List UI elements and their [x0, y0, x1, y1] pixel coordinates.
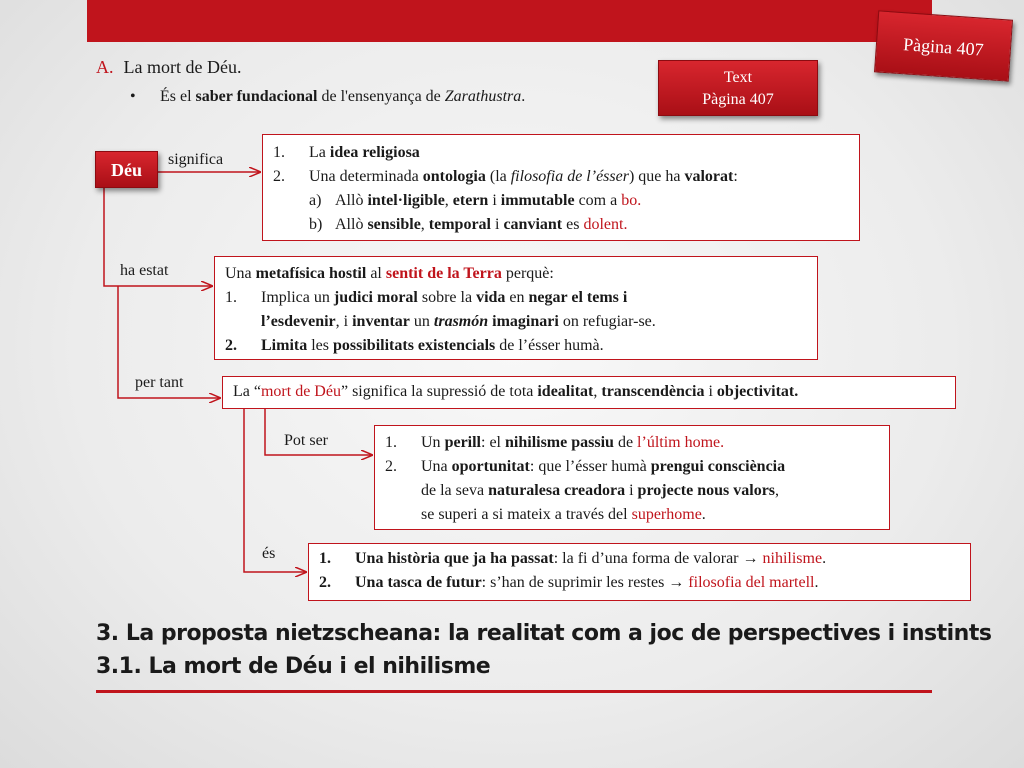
- list-item: se superi a si mateix a través del superhome.: [421, 506, 706, 523]
- list-item: 1. La idea religiosa: [273, 144, 420, 161]
- box-is: [308, 543, 971, 601]
- text-badge-line2: Pàgina 407: [702, 91, 774, 108]
- list-item: 2. Una oportunitat: que l’ésser humà prengui consciència: [385, 458, 786, 475]
- list-item: 2. Una tasca de futur: s’han de suprimir les restes → filosofia del martell.: [319, 574, 819, 591]
- label-ha-estat: ha estat: [120, 262, 169, 279]
- section-letter: A.: [96, 57, 114, 77]
- list-item: a) Allò intel·ligible, etern i immutable com a bo.: [309, 192, 642, 209]
- list-item: 1. Implica un judici moral sobre la vida en negar el tems i: [225, 289, 628, 306]
- list-item: 1. Una història que ja ha passat: la fi d’una forma de valorar → nihilisme.: [319, 550, 827, 567]
- list-item: l’esdevenir, i inventar un trasmón imaginari on refugiar-se.: [261, 313, 656, 330]
- box-hostile-metaphysics: [214, 256, 818, 360]
- list-item: 1. Un perill: el nihilisme passiu de l’últim home.: [385, 434, 725, 451]
- slide-title: 3. La proposta nietzscheana: la realitat com a joc de perspectives i instints: [96, 621, 992, 646]
- box-death-of-god: [222, 376, 956, 409]
- deu-node: Déu: [95, 151, 158, 188]
- box-meanings: [262, 134, 860, 241]
- label-pot-ser: Pot ser: [284, 432, 328, 449]
- list-item: Una metafísica hostil al sentit de la Terra perquè:: [225, 265, 554, 282]
- text-badge-line1: Text: [723, 69, 753, 86]
- title-underline: [96, 690, 932, 693]
- label-significa: significa: [168, 151, 224, 168]
- list-item: 2. Una determinada ontologia (la filosofia de l’ésser) que ha valorat:: [273, 168, 738, 185]
- section-title: La mort de Déu.: [123, 57, 242, 77]
- intro-bullet-text: És el saber fundacional de l'ensenyança de Zarathustra.: [160, 88, 526, 105]
- label-es: és: [262, 545, 276, 562]
- list-item: La “mort de Déu” significa la supressió de tota idealitat, transcendència i objectivitat.: [233, 383, 799, 400]
- box-can-be: [374, 425, 890, 530]
- bullet-marker: •: [130, 88, 136, 105]
- slide-subtitle: 3.1. La mort de Déu i el nihilisme: [96, 654, 491, 679]
- list-item: de la seva naturalesa creadora i projecte nous valors,: [421, 482, 780, 499]
- list-item: 2. Limita les possibilitats existencials de l’ésser humà.: [225, 337, 604, 354]
- list-item: b) Allò sensible, temporal i canviant es dolent.: [309, 216, 628, 233]
- page-badge[interactable]: Pàgina 407: [874, 10, 1013, 81]
- label-per-tant: per tant: [135, 374, 184, 391]
